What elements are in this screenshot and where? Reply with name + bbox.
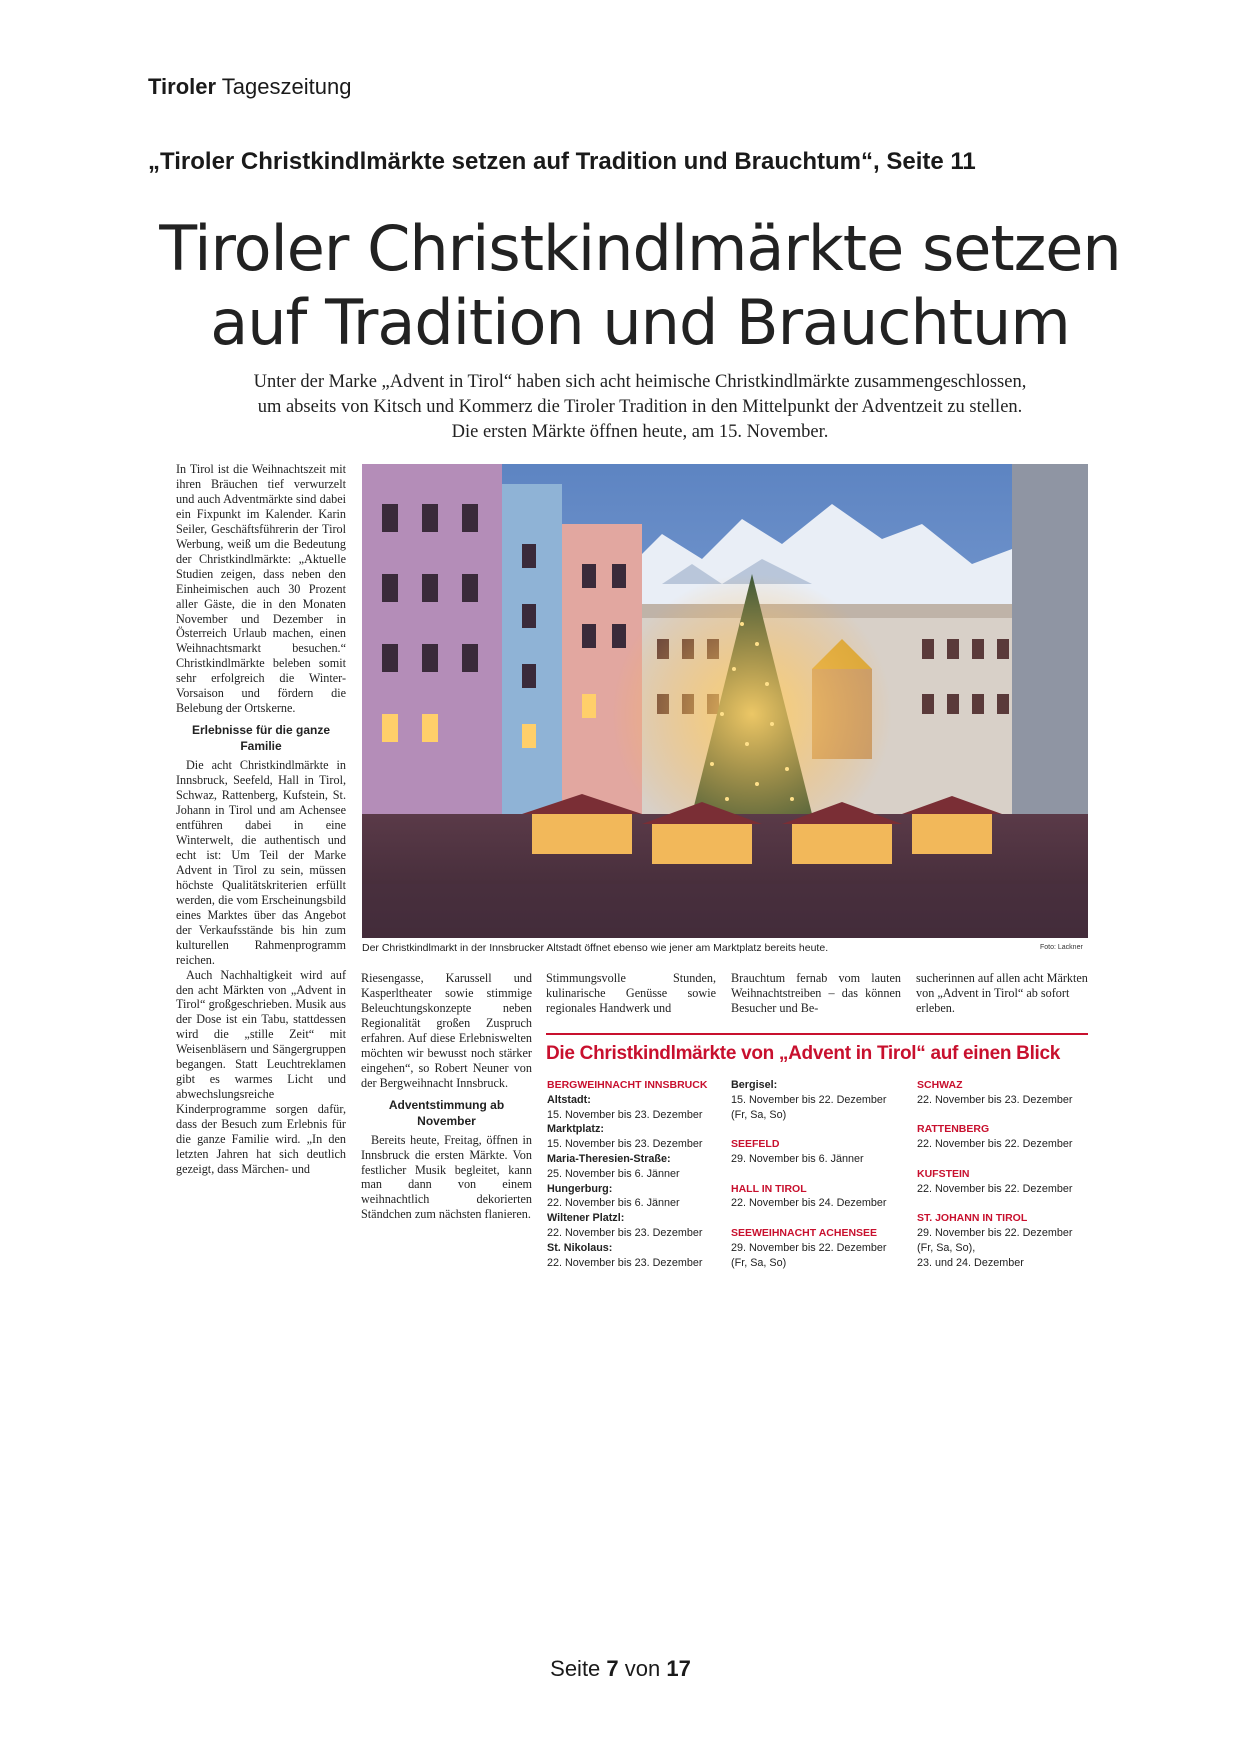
market-list-column-3 (917, 1078, 1095, 1270)
market-city: SEEFELD (731, 1138, 780, 1151)
market-city: BERGWEIHNACHT INNSBRUCK (547, 1079, 708, 1091)
market-dates: 22. November bis 24. Dezember (731, 1197, 887, 1210)
market-dates: 15. November bis 22. Dezember (731, 1093, 887, 1106)
paragraph-customs: Brauchtum fernab vom lauten Weihnachtstreiben – das können Besucher und Be- (731, 971, 901, 1015)
deck-line-2: um abseits von Kitsch und Kommerz die Tiroler Tradition in den Mittelpunkt der Adventzeit zu stellen. (257, 397, 1023, 417)
page-total: 17 (666, 1656, 691, 1681)
market-photo-illustration (362, 464, 1088, 938)
market-dates: 29. November bis 22. Dezember (731, 1241, 887, 1254)
paragraph-visitors: sucherinnen auf allen acht Märkten von „Advent in Tirol“ ab sofort erleben. (916, 971, 1088, 1015)
article-headline (150, 212, 1130, 360)
article-column-5 (916, 971, 1088, 1016)
deck-line-1: Unter der Marke „Advent in Tirol“ haben sich acht heimische Christkindlmärkte zusammengeschlossen, (253, 372, 1027, 392)
page-footer (0, 1656, 1241, 1682)
market-dates: 15. November bis 23. Dezember (547, 1138, 703, 1151)
page-label: Seite (550, 1656, 607, 1681)
subheading-family: Erlebnisse für die ganze Familie (191, 723, 331, 754)
market-location: Hungerburg: (547, 1182, 613, 1195)
article-deck (160, 370, 1120, 445)
market-dates-extra: 23. und 24. Dezember (917, 1256, 1024, 1269)
market-city: ST. JOHANN IN TIROL (917, 1212, 1028, 1225)
info-box-rule (546, 1033, 1088, 1035)
market-location: Maria-Theresien-Straße: (547, 1152, 671, 1165)
market-location: Bergisel: (731, 1079, 778, 1091)
paragraph-intro: In Tirol ist die Weihnachtszeit mit ihren Bräuchen tief verwurzelt und auch Adventmärkte sind dabei ein Fixpunkt im Kalender. Karin Seiler, Geschäftsführerin der Tirol Werbung, weiß um die Bedeutung der Christkindlmärkte: „Aktuelle Studien zeigen, dass neben den Einheimischen auch 30 Prozent aller Gäste, die in den Monaten November und Dezember in Österreich Urlaub machen, einen Weihnachtsmarkt besuchen.“ Christkindlmärkte beleben somit sehr erfolgreich die Winter-Vorsaison und fördern die Belebung der Ortskerne. (176, 462, 346, 716)
market-location: St. Nikolaus: (547, 1241, 613, 1254)
headline-line-1: Tiroler Christkindlmärkte setzen (159, 212, 1121, 285)
article-column-3 (546, 971, 716, 1016)
market-dates: 22. November bis 6. Jänner (547, 1197, 680, 1210)
photo-caption: Der Christkindlmarkt in der Innsbrucker Altstadt öffnet ebenso wie jener am Marktplatz bereits heute. (362, 942, 829, 954)
paragraph-markets: Die acht Christkindlmärkte in Innsbruck, Seefeld, Hall in Tirol, Schwaz, Rattenberg, Kufstein, St. Johann in Tirol und am Achensee entführen dabei in eine Winterwelt, die authentisch und echt ist: Um Teil der Marke Advent in Tirol zu sein, müssen höchste Qualitätskriterien erfüllt werden, die vom Erscheinungsbild eines Marktes über das Angebot der Verkaufsstände bis hin zum kulturellen Rahmenprogramm reichen. (176, 758, 346, 967)
market-dates: 29. November bis 6. Jänner (731, 1152, 864, 1165)
market-photo (362, 464, 1088, 938)
market-days: (Fr, Sa, So) (731, 1256, 787, 1269)
market-list-column-2 (731, 1078, 909, 1270)
paragraph-moods: Stimmungsvolle Stunden, kulinarische Genüsse sowie regionales Handwerk und (546, 971, 716, 1015)
page-number: 7 (606, 1656, 619, 1681)
market-location: Wiltener Platzl: (547, 1212, 625, 1225)
clip-title: „Tiroler Christkindlmärkte setzen auf Tradition und Brauchtum“, Seite 11 (148, 148, 976, 175)
article-column-1 (176, 462, 346, 1277)
market-dates: 25. November bis 6. Jänner (547, 1167, 680, 1180)
deck-line-3: Die ersten Märkte öffnen heute, am 15. November. (451, 422, 829, 442)
paragraph-opening: Bereits heute, Freitag, öffnen in Innsbruck die ersten Märkte. Von festlicher Musik begleitet, kann man dann von einem weihnachtlich dekorierten Ständchen zum nächsten flanieren. (361, 1132, 532, 1222)
market-days: (Fr, Sa, So), (917, 1241, 976, 1254)
article-column-2 (361, 971, 532, 1222)
market-city: KUFSTEIN (917, 1167, 970, 1180)
subheading-november: Adventstimmung ab November (388, 1097, 505, 1128)
publication-name-rest: Tageszeitung (216, 74, 352, 99)
publication-name (148, 74, 351, 100)
market-dates: 22. November bis 23. Dezember (547, 1226, 703, 1239)
market-location: Marktplatz: (547, 1123, 604, 1136)
market-dates: 15. November bis 23. Dezember (547, 1108, 703, 1121)
page-of: von (618, 1656, 667, 1681)
market-days: (Fr, Sa, So) (731, 1108, 787, 1121)
market-dates: 22. November bis 22. Dezember (917, 1182, 1073, 1195)
market-dates: 22. November bis 23. Dezember (547, 1256, 703, 1269)
market-dates: 22. November bis 22. Dezember (917, 1138, 1073, 1151)
market-location: Altstadt: (547, 1093, 591, 1106)
market-city: RATTENBERG (917, 1123, 990, 1136)
market-city: SEEWEIHNACHT ACHENSEE (731, 1226, 878, 1239)
paragraph-sustainability: Auch Nachhaltigkeit wird auf den acht Märkten von „Advent in Tirol“ großgeschrieben. Musik aus der Dose ist ein Tabu, stattdessen wird die „stille Zeit“ mit Weisenbläsern und Sängergruppen begangen. Statt Leuchtreklamen gibt es warmes Licht und abwechslungsreiche Kinderprogramme sorgen dafür, dass der Besuch zum Erlebnis für die ganze Familie wird. „In den letzten Jahren hat sich deutlich gezeigt, dass Märchen- und (176, 967, 346, 1176)
photo-credit: Foto: Lackner (1040, 944, 1083, 951)
headline-line-2: auf Tradition und Brauchtum (210, 286, 1070, 359)
market-dates: 29. November bis 22. Dezember (917, 1226, 1073, 1239)
market-city: HALL IN TIROL (731, 1182, 807, 1195)
publication-name-bold: Tiroler (148, 74, 217, 99)
paragraph-neuner: Riesengasse, Karussell und Kasperltheater sowie stimmige Beleuchtungskonzepte neben Regionalität großen Zuspruch erfahren. Auf diese Erlebniswelten möchten wir bewusst noch stärker eingehen“, so Robert Neuner von der Bergweihnacht Innsbruck. (361, 971, 532, 1090)
market-dates: 22. November bis 23. Dezember (917, 1093, 1073, 1106)
market-list-column-1 (547, 1078, 725, 1270)
market-city: SCHWAZ (917, 1079, 963, 1091)
article-column-4 (731, 971, 901, 1016)
info-box-title: Die Christkindlmärkte von „Advent in Tirol“ auf einen Blick (546, 1043, 1061, 1064)
